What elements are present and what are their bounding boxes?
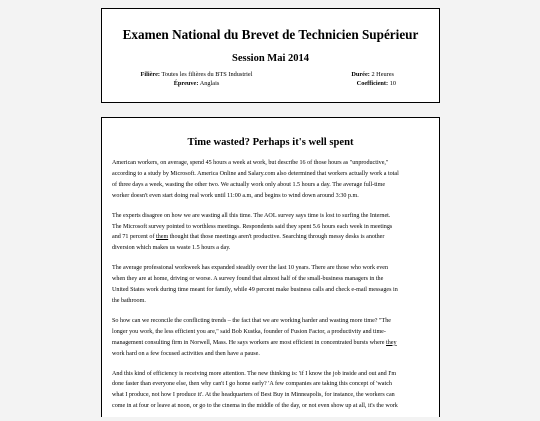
article-title: Time wasted? Perhaps it's well spent [187, 137, 354, 148]
paragraph-line: come in at four or leave at noon, or go to the cinema in the middle of the day, or not even show up at all, it's the work [112, 403, 398, 410]
filiere-label: Filière: [140, 71, 160, 78]
paragraph-line: worker doesn't even start doing real work until 11:00 a.m, and begins to wind down around 3:30 p.m. [112, 192, 359, 199]
article-paragraph [112, 158, 430, 202]
paragraph-line: work hard on a few focused activities and then have a pause. [112, 350, 260, 357]
paragraph-line: what I produce, not how I produce it'. At the headquarters of Best Buy in Minneapolis, for instance, the workers can [112, 392, 395, 399]
epreuve-label: Épreuve: [173, 79, 199, 87]
epreuve-row [108, 80, 285, 89]
paragraph-line [112, 232, 430, 243]
exam-meta-left [108, 71, 285, 88]
paragraph-line: The average professional workweek has expanded steadily over the last 10 years. There are those who work even [112, 265, 389, 272]
paragraph-line: diversion which makes us waste 1.5 hours a day. [112, 245, 231, 252]
coefficient-label: Coefficient: [356, 79, 389, 87]
paragraph-line: of three days a week, wasting the other two. We actually work only about 1.5 hours a day. The average full-time [112, 181, 386, 188]
article-paragraph [112, 211, 430, 255]
coefficient-value: 10 [389, 79, 396, 87]
paragraph-line: when they are at home, driving or worse. A survey found that almost half of the small-business managers in the [112, 276, 384, 283]
exam-header-box [101, 8, 440, 103]
duree-row [330, 71, 422, 80]
paragraph-line: The Microsoft survey pointed to worthless meetings. Respondents said they spent 5.6 hours each week in meetings [112, 223, 393, 230]
exam-session: Session Mai 2014 [231, 53, 309, 64]
reading-text-box [101, 117, 440, 417]
article-paragraph [112, 316, 430, 360]
paragraph-line: So how can we reconcile the conflicting trends – the fact that we are working harder and wasting more time? "The [112, 317, 391, 324]
paragraph-line: the bathroom. [112, 297, 146, 304]
coefficient-row [330, 80, 422, 89]
filiere-row [108, 71, 285, 80]
article-paragraph [112, 263, 430, 307]
filiere-value: Toutes les filières du BTS Industriel [161, 71, 253, 78]
article-body [112, 158, 430, 421]
duree-label: Durée: [351, 71, 370, 78]
line-segment: and 71 percent of [112, 234, 156, 241]
paragraph-line: American workers, on average, spend 45 hours a week at work, but describe 16 of those hours as "unproductive," [112, 160, 389, 166]
paragraph-line: And this kind of efficiency is receiving more attention. The new thinking is: 'if I know the job inside and out and I'm [112, 370, 397, 377]
exam-title: Examen National du Brevet de Technicien Supérieur [122, 27, 419, 42]
line-segment: thought that those meetings aren't productive. Searching through messy desks is another [168, 234, 385, 241]
paragraph-line: The experts disagree on how we are wasting all this time. The AOL survey says time is lost to surfing the Internet. [112, 212, 391, 219]
underlined-word: them [156, 234, 169, 241]
paragraph-line: done faster than everyone else, then why can't I go home early? 'A few companies are taking this concept of 'watch [112, 381, 392, 388]
line-segment: management consulting firm in Norwell, Mass. He says workers are most efficient in concentrated bursts where [112, 339, 387, 346]
paragraph-line: United States work during time meant for family, while 49 percent make business calls and check e-mail messages in [112, 287, 398, 294]
underlined-word: they [386, 339, 397, 346]
epreuve-value: Anglais [199, 79, 220, 87]
paragraph-line: longer you work, the less efficient you are," said Bob Kustka, founder of Fusion Factor, a productivity and time- [112, 328, 386, 335]
paragraph-line [112, 338, 430, 349]
exam-meta-right [330, 71, 422, 88]
duree-value: 2 Heures [371, 71, 394, 78]
paragraph-line: according to a study by Microsoft. America Online and Salary.com also determined that workers actually work a total [112, 170, 399, 177]
article-paragraph [112, 369, 430, 413]
